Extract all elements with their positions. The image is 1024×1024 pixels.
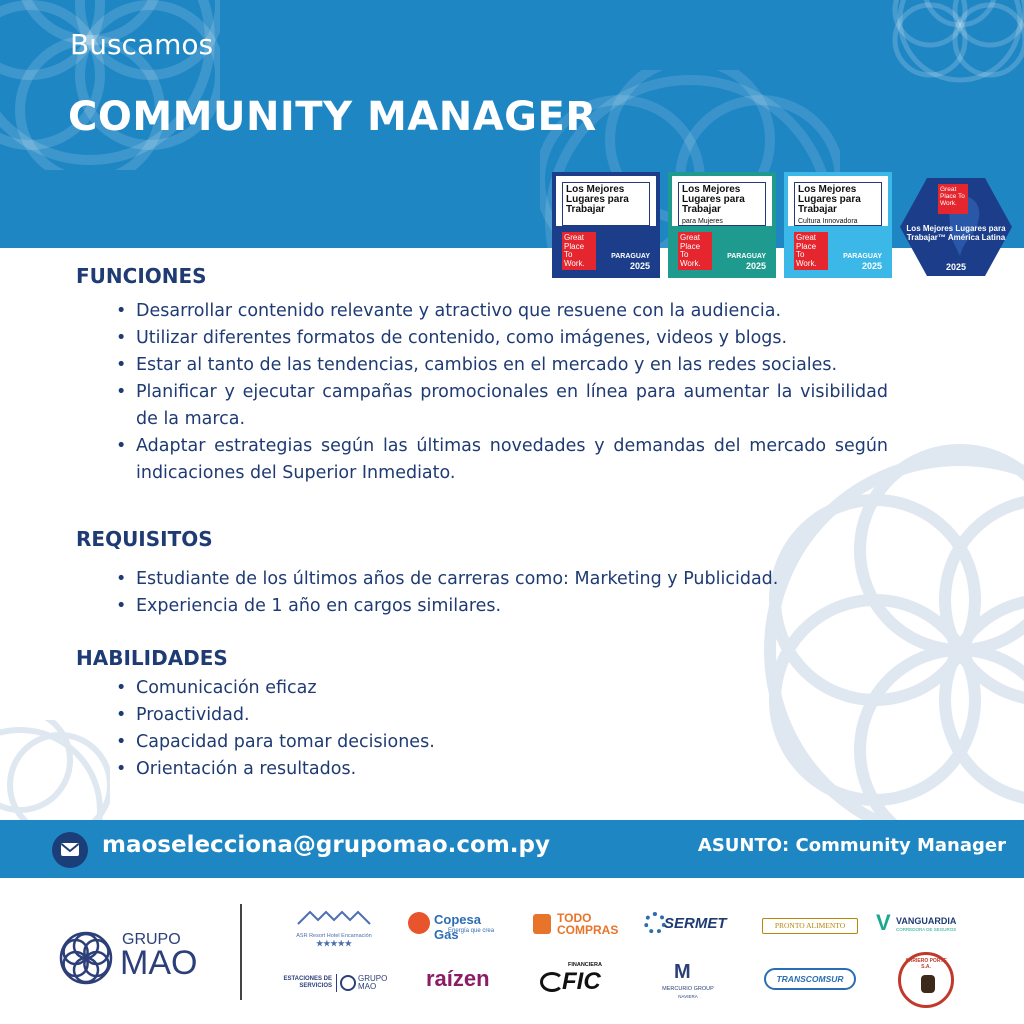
footer-divider	[240, 904, 242, 1000]
flame-icon	[408, 912, 430, 934]
logo-financiera-fic	[540, 962, 614, 998]
email-subject: ASUNTO: Community Manager	[697, 835, 1006, 856]
award-badge-latam	[898, 176, 1014, 278]
mail-icon	[52, 832, 88, 868]
award-badge	[552, 172, 660, 278]
horse-rider-icon	[921, 975, 935, 993]
award-country: PARAGUAY	[727, 253, 766, 260]
award-title-box	[794, 182, 882, 226]
list-item: • Estar al tanto de las tendencias, cambios en el mercado y en las redes sociales.	[116, 352, 888, 379]
contact-bar	[0, 820, 1024, 878]
funciones-list	[116, 298, 888, 487]
flower-pattern-decoration	[0, 720, 110, 820]
logo-arriero-porte	[898, 952, 954, 1008]
award-subtitle: Cultura Innovadora	[798, 218, 858, 225]
logo-text: ESTACIONES DE SERVICIOS	[283, 976, 332, 989]
award-year: 2025	[629, 261, 650, 271]
logo-raizen	[426, 966, 496, 996]
logo-text: ARRIERO PORTE S.A.	[905, 958, 947, 970]
section-title-requisitos: REQUISITOS	[76, 527, 213, 551]
gptw-logo: Great Place To Work.	[678, 232, 712, 270]
logo-estaciones-servicios	[278, 974, 392, 994]
award-country: PARAGUAY	[611, 253, 650, 260]
logo-text: TRANSCOMSUR	[776, 974, 844, 984]
award-badge	[784, 172, 892, 278]
shopping-bag-icon	[533, 914, 551, 934]
logo-text: raízen	[426, 966, 490, 991]
award-country: PARAGUAY	[843, 253, 882, 260]
award-title: Los Mejores Lugares para Trabajar	[798, 184, 861, 215]
logo-separator	[336, 974, 337, 992]
logo-text: SERMET	[664, 915, 727, 932]
list-item: • Experiencia de 1 año en cargos similares.	[116, 593, 888, 620]
award-title-box	[678, 182, 766, 226]
logo-text: Copesa Gas	[434, 912, 481, 942]
logo-text: TODO COMPRAS	[557, 911, 619, 937]
v-emblem-icon: V	[876, 910, 891, 935]
rating-stars-icon: ★★★★★	[316, 939, 352, 948]
section-title-funciones: FUNCIONES	[76, 264, 207, 288]
swoosh-icon	[540, 972, 564, 992]
logo-text: FIC	[562, 968, 601, 995]
flower-pattern-decoration	[890, 0, 1024, 90]
award-year: 2025	[945, 262, 967, 272]
page-title: COMMUNITY MANAGER	[68, 94, 597, 140]
logo-tagline: FINANCIERA	[568, 962, 602, 968]
logo-transcomsur	[764, 968, 856, 990]
logo-vanguardia	[876, 912, 966, 938]
ship-icon: M	[674, 961, 691, 983]
list-item: • Comunicación eficaz	[116, 675, 888, 702]
flower-pattern-decoration	[0, 0, 220, 170]
section-title-habilidades: HABILIDADES	[76, 646, 228, 670]
logo-text: VANGUARDIA	[896, 916, 957, 926]
logo-text: ASR Resort Hotel Encarnación	[296, 933, 372, 939]
logo-text: GRUPO MAO	[358, 974, 388, 991]
award-title-box	[562, 182, 650, 226]
award-year: 2025	[745, 261, 766, 271]
logo-todo-compras	[533, 912, 623, 942]
logo-copesa-gas	[408, 910, 508, 940]
award-year: 2025	[861, 261, 882, 271]
list-item: • Desarrollar contenido relevante y atractivo que resuene con la audiencia.	[116, 298, 888, 325]
habilidades-list	[116, 675, 888, 783]
logo-tagline: NAVIERA	[678, 994, 698, 999]
award-subtitle: para Mujeres	[682, 218, 723, 225]
award-title: Los Mejores Lugares para Trabajar™ América Latina	[906, 224, 1006, 242]
contact-email-link[interactable]: maoselecciona@grupomao.com.py	[102, 832, 550, 858]
gear-icon	[644, 912, 666, 934]
logo-sermet	[644, 912, 734, 938]
list-item: • Adaptar estrategias según las últimas novedades y demandas del mercado según indicaciones del Superior Inmediato.	[116, 433, 888, 487]
list-item: • Capacidad para tomar decisiones.	[116, 729, 888, 756]
brand-name-line2: MAO	[120, 944, 198, 982]
requisitos-list	[116, 566, 888, 620]
grupo-mao-small-icon	[340, 975, 356, 991]
footer	[0, 878, 1024, 1024]
gptw-logo: Great Place To Work.	[562, 232, 596, 270]
kicker-text: Buscamos	[70, 28, 214, 61]
list-item: • Planificar y ejecutar campañas promocionales en línea para aumentar la visibilidad de la marca.	[116, 379, 888, 433]
list-item: • Estudiante de los últimos años de carreras como: Marketing y Publicidad.	[116, 566, 888, 593]
list-item: • Utilizar diferentes formatos de contenido, como imágenes, videos y blogs.	[116, 325, 888, 352]
brand-name-line1: GRUPO	[122, 931, 181, 948]
gptw-logo: Great Place To Work.	[938, 184, 968, 214]
logo-mercurio-group	[656, 962, 720, 1002]
list-item: • Proactividad.	[116, 702, 888, 729]
gptw-logo: Great Place To Work.	[794, 232, 828, 270]
logo-text: MERCURIO GROUP	[662, 986, 714, 992]
logo-asr-resort	[296, 908, 372, 948]
award-title: Los Mejores Lugares para Trabajar	[566, 184, 629, 215]
logo-tagline: CORREDORA DE SEGUROS	[896, 927, 957, 932]
award-title: Los Mejores Lugares para Trabajar	[682, 184, 745, 215]
grupo-mao-logo-icon	[58, 930, 114, 986]
award-badge	[668, 172, 776, 278]
logo-tagline: Energía que crea	[448, 928, 495, 934]
logo-pronto-alimento	[762, 918, 858, 934]
list-item: • Orientación a resultados.	[116, 756, 888, 783]
logo-text: PRONTO ALIMENTO	[774, 921, 846, 930]
